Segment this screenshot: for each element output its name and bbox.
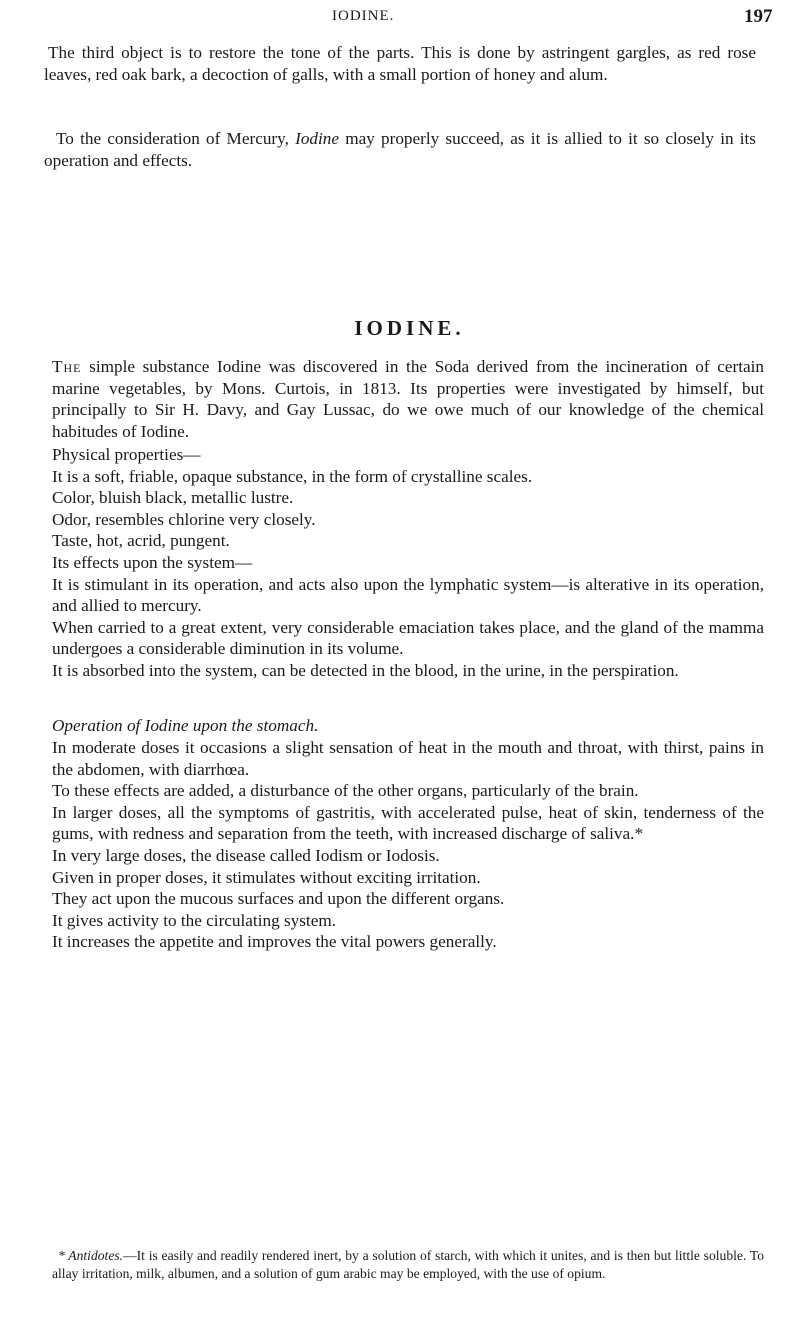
operation-activity: It gives activity to the circulating system. [52,910,337,930]
property-odor: Odor, resembles chlorine very closely. [52,509,316,529]
operation-very-large-doses: In very large doses, the disease called Iodism or Iodosis. [52,845,440,865]
physical-properties-block [52,444,764,682]
intro-text-after: may properly succeed, as it is allied to it so closely in its operation and effects. [44,129,756,170]
footnote-antidotes [52,1247,764,1282]
property-form: It is a soft, friable, opaque substance, in the form of crystalline scales. [52,466,533,486]
operation-proper-doses: Given in proper doses, it stimulates without exciting irritation. [52,867,481,887]
property-taste: Taste, hot, acrid, pungent. [52,531,230,551]
operation-disturbance: To these effects are added, a disturbance of the other organs, particularly of the brain. [52,781,639,801]
operation-block [52,737,764,953]
footnote-label: * Antidotes. [58,1248,124,1263]
operation-appetite: It increases the appetite and improves the vital powers generally. [52,932,497,952]
intro-italic-iodine: Iodine [295,129,340,148]
effects-label: Its effects upon the system— [52,552,253,572]
physical-properties-label: Physical properties— [52,445,201,464]
lead-text: simple substance Iodine was discovered in the Soda derived from the incineration of certain marine vegetables, by Mons. Curtois, in 1813. Its properties were investigated by himself, but principally to Sir H. Davy, and Gay Lussac, do we owe much of our knowledge of the chemical habitudes of Iodine. [52,357,764,441]
intro-paragraph-gargles: The third object is to restore the tone of the parts. This is done by astringent gargles, as red rose leaves, red oak bark, a decoction of galls, with a small portion of honey and alum. [44,43,756,84]
intro-text-before: To the consideration of Mercury, [56,129,296,148]
operation-heading: Operation of Iodine upon the stomach. [52,716,319,735]
running-title: IODINE. [332,8,395,24]
operation-moderate-doses: In moderate doses it occasions a slight sensation of heat in the mouth and throat, with thirst, pains in the abdomen, with diarrhœa. [52,738,764,779]
section-heading-iodine: IODINE. [354,316,465,340]
lead-first-word: The [52,357,82,376]
property-color: Color, bluish black, metallic lustre. [52,488,294,508]
effect-emaciation: When carried to a great extent, very considerable emaciation takes place, and the gland of the mamma undergoes a considerable diminution in its volume. [52,617,764,659]
effect-stimulant: It is stimulant in its operation, and acts also upon the lymphatic system—is alterative in its operation, and allied to mercury. [52,574,764,616]
page-number: 197 [744,6,773,27]
operation-mucous-surfaces: They act upon the mucous surfaces and upon the different organs. [52,889,505,909]
footnote-text: —It is easily and readily rendered inert, by a solution of starch, with which it unites, and is then but little soluble. To allay irritation, milk, albumen, and a solution of gum arabic may be employed, with the use of opium. [52,1248,764,1281]
lead-paragraph [52,356,764,442]
operation-larger-doses: In larger doses, all the symptoms of gastritis, with accelerated pulse, heat of skin, tenderness of the gums, with redness and separation from the teeth, with increased discharge of saliva.* [52,802,764,844]
effect-absorbed: It is absorbed into the system, can be detected in the blood, in the urine, in the perspiration. [52,660,679,680]
intro-paragraph-mercury [44,128,756,171]
running-head [0,6,801,30]
